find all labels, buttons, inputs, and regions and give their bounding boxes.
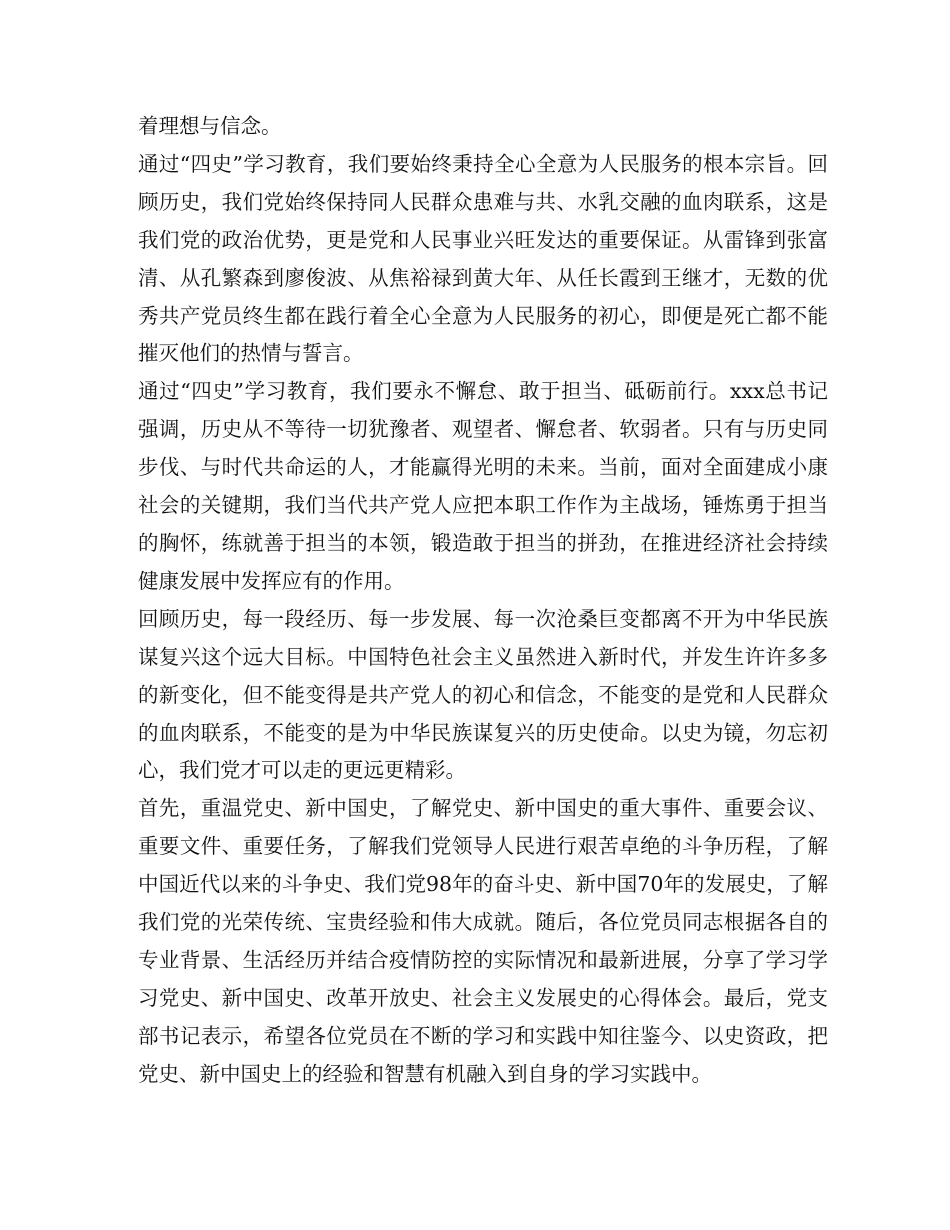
paragraph-3: 通过“四史”学习教育，我们要永不懈怠、敢于担当、砥砺前行。xxx总书记强调，历史从不等待一切犹豫者、观望者、懈怠者、软弱者。只有与历史同步伐、与时代共命运的人，才能赢得光明的未来。当前，面对全面建成小康社会的关键期，我们当代共产党人应把本职工作作为主战场，锤炼勇于担当的胸怀，练就善于担当的本领，锻造敢于担当的拼劲，在推进经济社会持续健康发展中发挥应有的作用。 <box>138 379 828 593</box>
paragraph-5: 首先，重温党史、新中国史，了解党史、新中国史的重大事件、重要会议、重要文件、重要任务，了解我们党领导人民进行艰苦卓绝的斗争历程，了解中国近代以来的斗争史、我们党98年的奋斗史、新中国70年的发展史，了解我们党的光荣传统、宝贵经验和伟大成就。随后，各位党员同志根据各自的专业背景、生活经历并结合疫情防控的实际情况和最新进展，分享了学习学习党史、新中国史、改革开放史、社会主义发展史的心得体会。最后，党支部书记表示，希望各位党员在不断的学习和实践中知往鉴今、以史资政，把党史、新中国史上的经验和智慧有机融入到自身的学习实践中。 <box>138 796 828 1086</box>
paragraph-1: 着理想与信念。 <box>138 114 282 138</box>
paragraph-2: 通过“四史”学习教育，我们要始终秉持全心全意为人民服务的根本宗旨。回顾历史，我们党始终保持同人民群众患难与共、水乳交融的血肉联系，这是我们党的政治优势，更是党和人民事业兴旺发达的重要保证。从雷锋到张富清、从孔繁森到廖俊波、从焦裕禄到黄大年、从任长霞到王继才，无数的优秀共产党员终生都在践行着全心全意为人民服务的初心，即便是死亡都不能摧灭他们的热情与誓言。 <box>138 151 828 366</box>
paragraph-4: 回顾历史，每一段经历、每一步发展、每一次沧桑巨变都离不开为中华民族谋复兴这个远大目标。中国特色社会主义虽然进入新时代，并发生许许多多的新变化，但不能变得是共产党人的初心和信念，不能变的是党和人民群众的血肉联系，不能变的是为中华民族谋复兴的历史使命。以史为镜，勿忘初心，我们党才可以走的更远更精彩。 <box>138 606 828 783</box>
document-body <box>138 108 828 1094</box>
